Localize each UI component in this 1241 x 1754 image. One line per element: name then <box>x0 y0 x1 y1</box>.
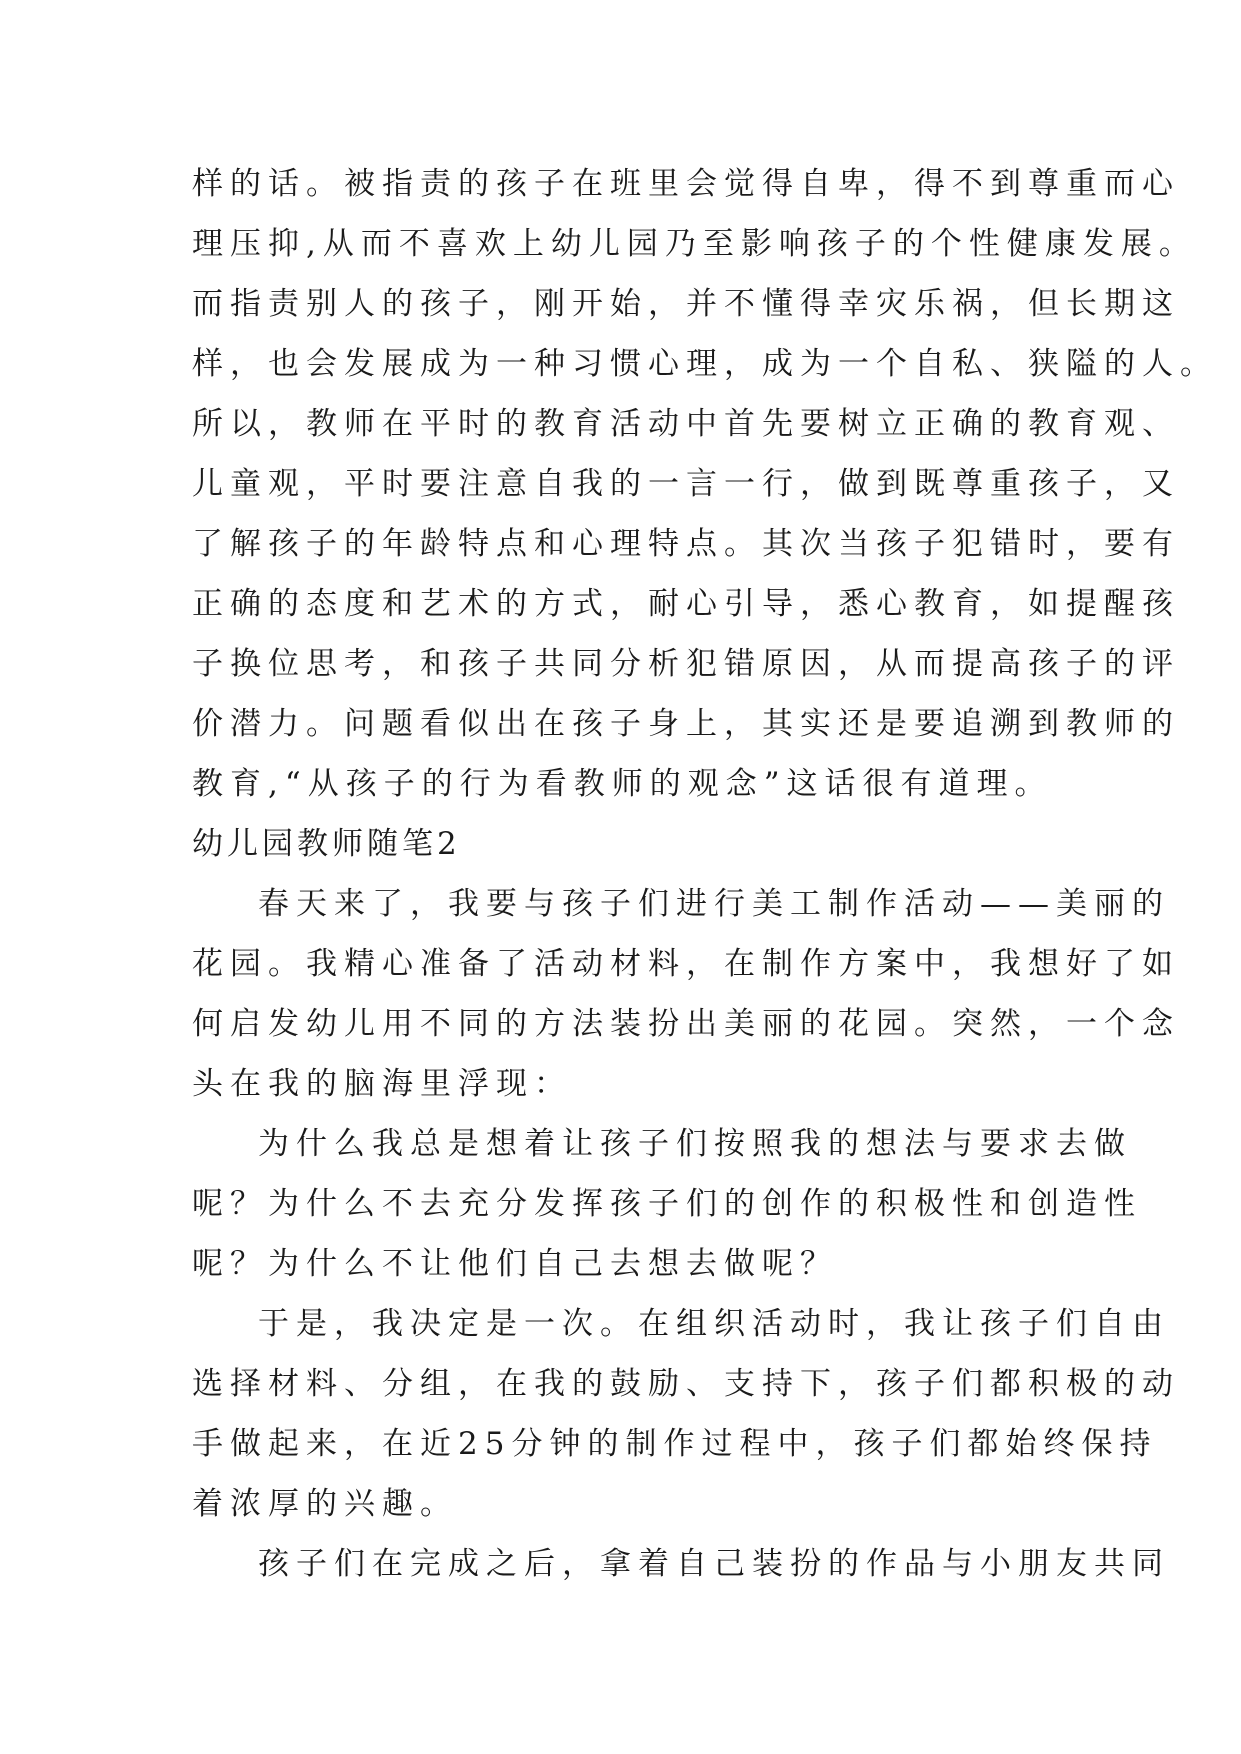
text-line: 着浓厚的兴趣。 <box>192 1486 458 1522</box>
text-line: 样，也会发展成为一种习惯心理，成为一个自私、狭隘的人。 <box>192 346 1218 382</box>
text-line: 呢？为什么不让他们自己去想去做呢？ <box>192 1246 838 1282</box>
text-line: 而指责别人的孩子，刚开始，并不懂得幸灾乐祸，但长期这 <box>192 286 1180 322</box>
text-line: 理压抑,从而不喜欢上幼儿园乃至影响孩子的个性健康发展。 <box>192 226 1197 262</box>
text-line: 头在我的脑海里浮现： <box>192 1066 572 1102</box>
section-heading: 幼儿园教师随笔2 <box>192 826 461 862</box>
paragraph-first-line: 为什么我总是想着让孩子们按照我的想法与要求去做 <box>258 1126 1132 1162</box>
text-line: 正确的态度和艺术的方式，耐心引导，悉心教育，如提醒孩 <box>192 586 1180 622</box>
paragraph-first-line: 孩子们在完成之后，拿着自己装扮的作品与小朋友共同 <box>258 1546 1170 1582</box>
text-line: 花园。我精心准备了活动材料，在制作方案中，我想好了如 <box>192 946 1180 982</box>
text-line: 所以，教师在平时的教育活动中首先要树立正确的教育观、 <box>192 406 1180 442</box>
text-line: 儿童观，平时要注意自我的一言一行，做到既尊重孩子，又 <box>192 466 1180 502</box>
text-line: 价潜力。问题看似出在孩子身上，其实还是要追溯到教师的 <box>192 706 1180 742</box>
text-line: 呢？为什么不去充分发挥孩子们的创作的积极性和创造性 <box>192 1186 1142 1222</box>
text-line: 何启发幼儿用不同的方法装扮出美丽的花园。突然，一个念 <box>192 1006 1180 1042</box>
paragraph-first-line: 于是，我决定是一次。在组织活动时，我让孩子们自由 <box>258 1306 1170 1342</box>
text-line: 教育,“从孩子的行为看教师的观念”这话很有道理。 <box>192 766 1053 802</box>
text-line: 样的话。被指责的孩子在班里会觉得自卑，得不到尊重而心 <box>192 166 1180 202</box>
text-line: 了解孩子的年龄特点和心理特点。其次当孩子犯错时，要有 <box>192 526 1180 562</box>
text-line: 选择材料、分组，在我的鼓励、支持下，孩子们都积极的动 <box>192 1366 1180 1402</box>
text-line: 子换位思考，和孩子共同分析犯错原因，从而提高孩子的评 <box>192 646 1180 682</box>
paragraph-first-line: 春天来了，我要与孩子们进行美工制作活动——美丽的 <box>258 886 1170 922</box>
text-line: 手做起来，在近25分钟的制作过程中，孩子们都始终保持 <box>192 1426 1158 1462</box>
